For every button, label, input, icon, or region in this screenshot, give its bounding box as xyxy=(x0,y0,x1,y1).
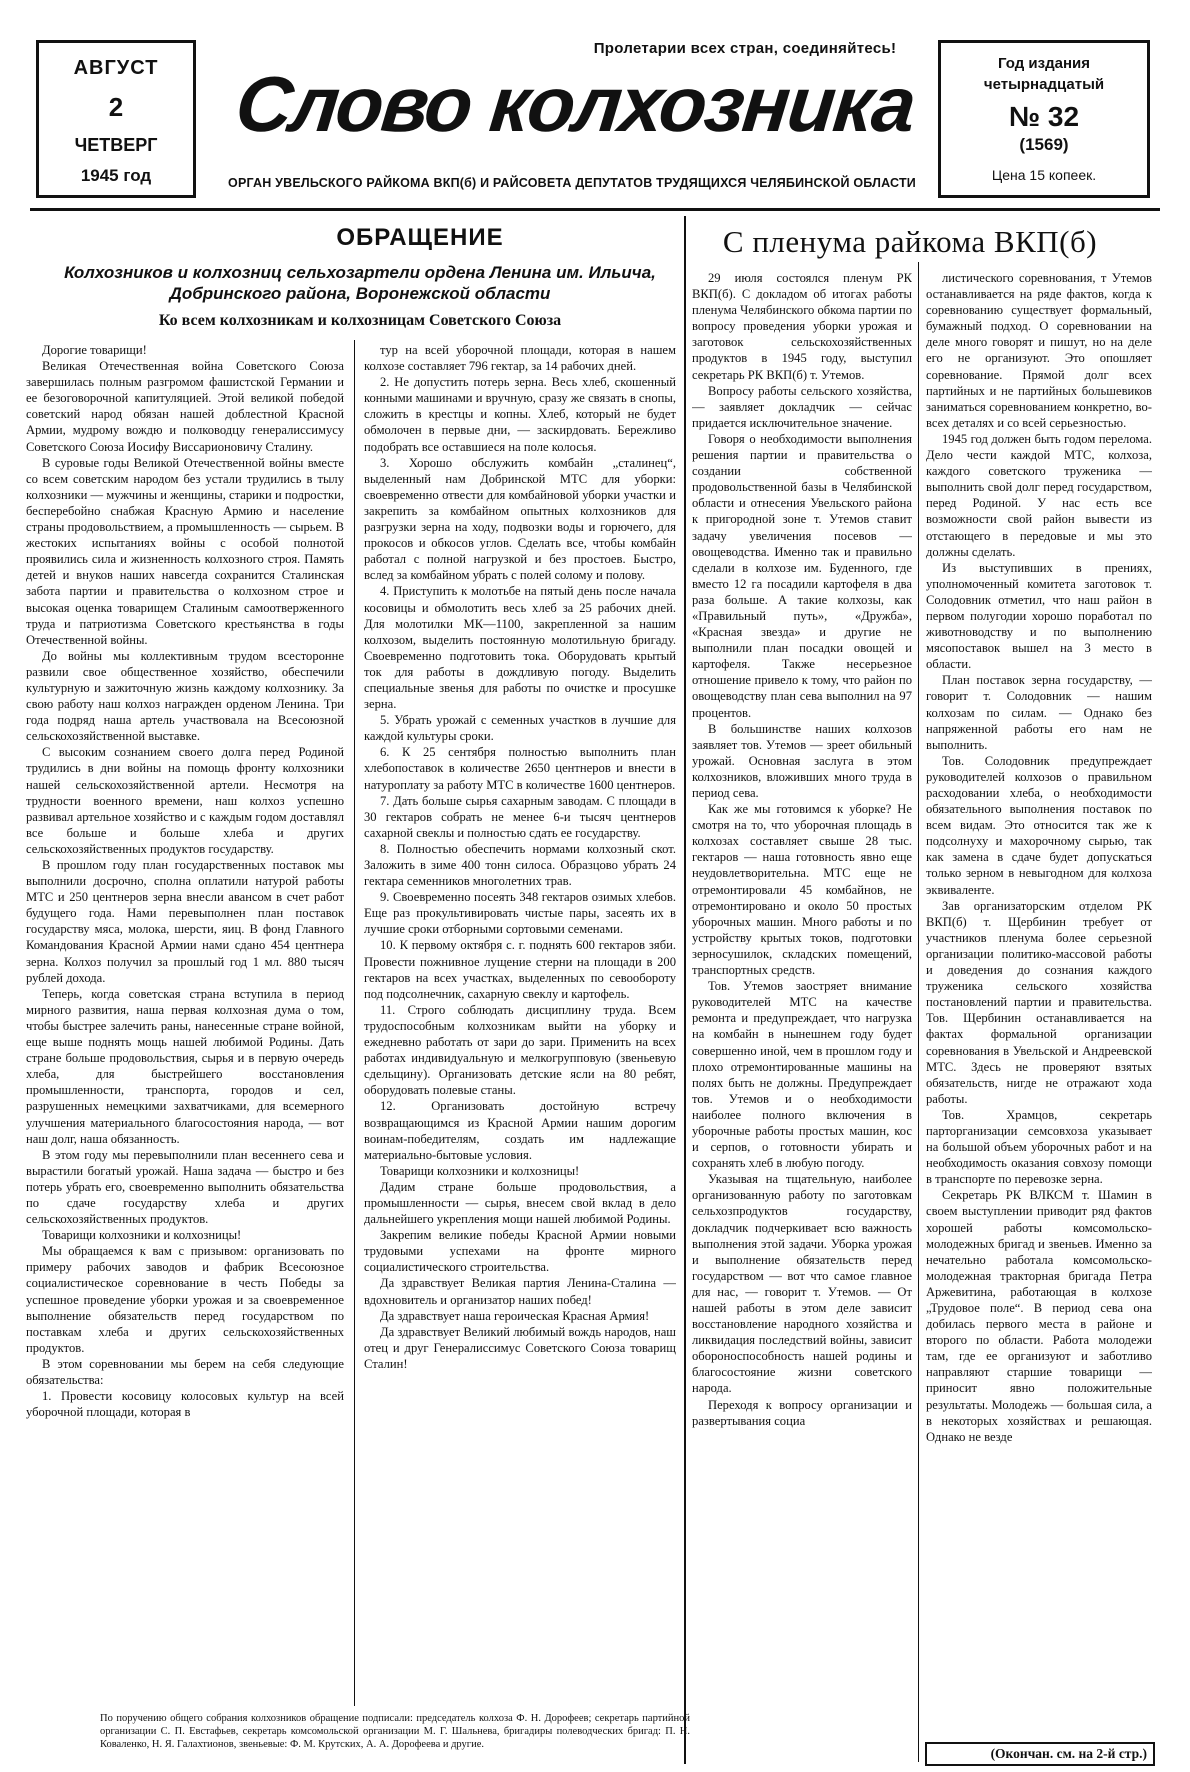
paragraph: Вопросу работы сельского хозяйства, — заявляет докладчик — сейчас придается исключительное значение. xyxy=(692,383,912,430)
paragraph: Из выступивших в прениях, уполномоченный комитета заготовок т. Солодовник отметил, что наш район в первом полугодии хорошо поработал по животноводству и по выполнению мясопоставок вышел на 3 место в области. xyxy=(926,560,1152,672)
date-year: 1945 год xyxy=(80,166,152,185)
plenum-column-1 xyxy=(692,270,912,1740)
paragraph: Дорогие товарищи! xyxy=(42,343,147,357)
paragraph: Говоря о необходимости выполнения решения партии и правительства о создании собственной продовольственной базы в Челябинской области и отнесения Увельского района к пригородной зоне т. Утемов ставит задачу увеличения посевов — овощеводства. Именно так и правильно сделали в колхозе им. Буденного, где вместо 12 га посадили картофеля в два раза больше. А такие колхозы, как «Правильный путь», «Дружба», «Красная звезда» и другие не выполнили план посадки овощей и картофеля. Также несерьезное отношение привело к тому, что район по овощеводству план сева выполнил на 97 процентов. xyxy=(692,431,912,720)
paragraph: Да здравствует наша героическая Красная Армия! xyxy=(380,1308,650,1323)
paragraph: 4. Приступить к молотьбе на пятый день после начала косовицы и обмолотить весь хлеб за 25 рабочих дней. Для молотилки МК—1100, закрепленной за нашим колхозом, выделить постоянную молотильную бригаду. Своевременно подготовить тока. Оборудовать крытый ток для работы в дождливую погоду. Выделить специальные звенья для работы по очистке и просушке зерна. xyxy=(364,584,676,712)
appeal-column-1 xyxy=(26,342,344,1706)
paragraph: листического соревнования, т Утемов останавливается на ряде фактов, когда к соревнованию существует формальный, бумажный подход. О соревновании на деле много говорят и пишут, но на деле его не организуют. Это опошляет соревнование. Прямой долг всех партийных и не партийных большевиков заниматься соревнованием конкретно, во-всех деталях и со всей серьезностью. xyxy=(926,271,1152,430)
paragraph: 9. Своевременно посеять 348 гектаров озимых хлебов. Еще раз прокультивировать чистые пары, засеять их в лучшие сроки отборными сортовыми семенами. xyxy=(364,890,676,937)
appeal-subheading: Колхозников и колхозниц сельхозартели ордена Ленина им. Ильича, Добринского района, Воронежской области xyxy=(64,263,656,304)
paragraph: До войны мы коллективным трудом всесторонне развили свое общественное хозяйство, обеспечили культурную и зажиточную жизнь каждому колхознику. За свою работу наш колхоз награжден орденом Ленина. Три года подряд наша артель участвовала на Всесоюзной сельскохозяйственной выставке. xyxy=(26,648,344,744)
paragraph: Товарищи колхозники и колхозницы! xyxy=(380,1163,580,1178)
paragraph: Как же мы готовимся к уборке? Не смотря на то, что уборочная площадь в колхозах составляет свыше 28 тыс. гектаров — наша готовность явно еще неудовлетворительна. МТС еще не отремонтировали 45 комбайнов, не отремонтировано и около 50 простых уборочных машин. Много работы и по устройству крытых токов, подготовки зерносушилок, складских помещений, транспортных средств. xyxy=(692,802,912,978)
appeal-column-2 xyxy=(364,342,676,1706)
paragraph: Закрепим великие победы Красной Армии новыми трудовыми успехами на фронте мирного социалистического строительства. xyxy=(364,1228,676,1275)
appeal-addressee: Ко всем колхозникам и колхозницам Советского Союза xyxy=(158,312,562,329)
paragraph: Тов. Храмцов, секретарь парторганизации семсовхоза указывает на большой объем уборочных работ и на необходимость оказания совхозу помощи в транспорте по перевозке зерна. xyxy=(926,1107,1152,1187)
column-divider xyxy=(918,262,919,1762)
paragraph: В этом соревновании мы берем на себя следующие обязательства: xyxy=(26,1356,344,1387)
plenum-column-2 xyxy=(926,270,1152,1736)
paragraph: В этом году мы перевыполнили план весеннего сева и вырастили богатый урожай. Наша задача — быстро и без потерь убрать его, своевременно выполнить обязательства по сдаче государству хлеба и других сельскохозяйственных продуктов. xyxy=(26,1147,344,1227)
paragraph: 12. Организовать достойную встречу возвращающимся из Красной Армии нашим дорогим воинам-победителям, создать им надлежащие материально-бытовые условия. xyxy=(364,1099,676,1162)
newspaper-subtitle: ОРГАН УВЕЛЬСКОГО РАЙКОМА ВКП(б) И РАЙСОВЕТА ДЕПУТАТОВ ТРУДЯЩИХСЯ ЧЕЛЯБИНСКОЙ ОБЛАСТИ xyxy=(228,176,916,190)
paragraph: 11. Строго соблюдать дисциплину труда. Всем трудоспособным колхозникам выйти на уборку и ежедневно работать от зари до зари. Применить на всех работах индивидуальную и мелкогрупповую (звеньевую сдельщину). Организовать детские ясли на 80 ребят, оборудовать полевые станы. xyxy=(364,1002,676,1098)
paragraph: Да здравствует Великая партия Ленина-Сталина — вдохновитель и организатор наших побед! xyxy=(364,1276,676,1307)
paragraph: 1. Провести косовицу колосовых культур на всей уборочной площади, которая в xyxy=(26,1389,344,1420)
paragraph: Дадим стране больше продовольствия, а промышленности — сырья, внесем свой вклад в дело дальнейшего укрепления мощи нашей любимой Родины. xyxy=(364,1179,676,1227)
issue-box xyxy=(938,40,1150,198)
paragraph: 3. Хорошо обслужить комбайн „сталинец“, выделенный нам Добринской МТС для уборки: своевременно отвести для комбайновой уборки участки и закрепить за комбайном опытных колхозников для разгрузки зерна на ходу, подвозки воды и горючего, для прокосов и обкосов углов. Сделать все, чтобы комбайн работал с полной нагрузкой и без простоев. Быстро, вслед за комбайном убрать с полей солому и полову. xyxy=(364,455,676,583)
issue-number: № 32 xyxy=(1008,101,1080,132)
paragraph: 6. К 25 сентября полностью выполнить план хлебопоставок в количестве 2650 центнеров и внести в натуроплату за работу МТС в количестве 1600 центнеров. xyxy=(364,745,676,792)
paragraph: 1945 год должен быть годом перелома. Дело чести каждой МТС, колхоза, каждого советского труженика — выполнить свой долг перед государством, перед Родиной. У нас есть все возможности свой район вывести из отстающего в передовые и мы это должны сделать. xyxy=(926,431,1152,559)
paragraph: Теперь, когда советская страна вступила в период мирного развития, наша первая колхозная дума о том, чтобы быстрее залечить раны, нанесенные стране войной, еще выше поднять мощь нашей любимой Родины. Дать стране больше продовольствия, сырья и в первую очередь хлеба, для быстрейшего восстановления промышленности, транспорта, городов и сел, разрушенных немецкими захватчиками, для всемерного улучшения материального благосостояния народа, — вот наш долг, наша обязанность. xyxy=(26,986,344,1146)
year-label: Год издания xyxy=(998,55,1090,72)
paragraph: План поставок зерна государству, — говорит т. Солодовник — нашим колхозам по силам. — Однако без напряженной работы его нам не выполнить. xyxy=(926,673,1152,752)
paragraph: Переходя к вопросу организации и развертывания социа xyxy=(692,1397,912,1428)
paragraph: Зав организаторским отделом РК ВКП(б) т. Щербинин требует от участников пленума более серьезной организации политико-массовой работы и доведения до сознания каждого труженика сельского хозяйства постановлений партии и правительства. Тов. Щербинин останавливается на фактах формальной организации соревнования в Увельской и Андреевской МТС. Здесь не проверяют взятых обязательств, нигде не отражают хода работы. xyxy=(926,898,1152,1106)
paragraph: Великая Отечественная война Советского Союза завершилась полным разгромом фашистской Германии и ее безоговорочной капитуляцией. Этой великой победой советский народ обязан нашей доблестной Красной Армии, мудрому вождю и полководцу генералиссимусу Советского Союза Иосифу Виссарионовичу Сталину. xyxy=(26,359,344,454)
paragraph: 5. Убрать урожай с семенных участков в лучшие для каждой культуры сроки. xyxy=(364,713,676,744)
paragraph: 7. Дать больше сырья сахарным заводам. С площади в 30 гектаров собрать не менее 6-и тысяч центнеров сахарной свеклы и полностью сдать ее государству. xyxy=(364,793,676,840)
paragraph: Секретарь РК ВЛКСМ т. Шамин в своем выступлении приводит ряд фактов хорошей работы комсомольско-молодежных бригад и звеньев. Именно за нечательно работала комсомольско-молодежная тракторная бригада Петра Аржевитина, работающая в колхозе „Трудовое поле“. В период сева она добилась первого места в районе и второго по области. Работа молодежи там, где ее организуют и заботливо направляют старшие товарищи — приносит явно положительные результаты. Молодежь — большая сила, а в некоторых хозяйствах и решающая. Однако не везде xyxy=(926,1188,1152,1444)
paragraph: 29 июля состоялся пленум РК ВКП(б). С докладом об итогах работы пленума Челябинского обкома партии по вопросу проведения уборки урожая и заготовок сельскохозяйственных продуктов в 1945 году, выступил секретарь РК ВКП(б) т. Утемов. xyxy=(692,271,912,382)
continued-note: (Окончан. см. на 2-й стр.) xyxy=(925,1742,1155,1766)
paragraph: С высоким сознанием своего долга перед Родиной трудились в дни войны на помощь фронту колхозники нашей сельскохозяйственной артели. Несмотря на трудности военного времени, наш колхоз успешно развивал артельное хозяйство и с каждым годом доставлял все больше и больше хлеба и других сельскохозяйственных продуктов государству. xyxy=(26,745,344,856)
appeal-signers: По поручению общего собрания колхозников обращение подписали: председатель колхоза Ф. Н. Дорофеев; секретарь партийной организации С. П. Евстафьев, секретарь комсомольской организации М. Г. Шальнева, бригадиры полеводческих бригад: П. Н. Коваленко, Н. Я. Галахтионов, звеньевые: Ф. М. Крутских, А. А. Дорофеева и другие. xyxy=(100,1713,690,1750)
year-ordinal: четырнадцатый xyxy=(983,76,1105,93)
plenum-heading: С пленума райкома ВКП(б) xyxy=(722,224,1098,259)
date-day: 2 xyxy=(108,92,124,122)
paragraph: В большинстве наших колхозов заявляет тов. Утемов — зреет обильный урожай. Основная заслуга в этом колхозников, вложивших много труда в период сева. xyxy=(692,721,912,800)
appeal-heading: ОБРАЩЕНИЕ xyxy=(336,224,504,251)
issue-price: Цена 15 копеек. xyxy=(991,167,1097,183)
newspaper-title: Слово колхозника xyxy=(231,60,919,148)
date-weekday: ЧЕТВЕРГ xyxy=(74,135,158,155)
paragraph: Тов. Солодовник предупреждает руководителей колхозов о правильном расходовании хлеба, о необходимости обязательного выполнения поставок по всем видам. Это относится так же к подсолнуху и махорочному сырью, так как замена в сдаче будет допускаться только зерном в невыгодном для колхоза эквиваленте. xyxy=(926,753,1152,897)
paragraph: 10. К первому октября с. г. поднять 600 гектаров зяби. Провести пожнивное лущение стерни на площади в 200 гектаров на всех участках, выделенных по севообороту под подсолнечник, сахарную свеклу и картофель. xyxy=(364,938,676,1001)
issue-total: (1569) xyxy=(1019,135,1069,154)
column-divider xyxy=(684,216,686,1764)
paragraph: В суровые годы Великой Отечественной войны вместе со всем советским народом без устали трудились в тылу колхозники — мужчины и женщины, старики и подростки, бесперебойно снабжая Красную Армию и население страны продовольствием, а промышленность — сырьем. В жестоких испытаниях войны с особой полнотой проявились сила и жизненность колхозного строя. Память детей и внуков наших навсегда сохранится Сталинская забота партии и правительства о колхозном строе и высокая оценка товарищем Сталиным самоотверженного труда и патриотизма Советского крестьянства в годы Отечественной войны. xyxy=(26,455,344,647)
slogan: Пролетарии всех стран, соединяйтесь! xyxy=(593,40,897,57)
paragraph: 8. Полностью обеспечить нормами колхозный скот. Заложить в зиме 400 тонн силоса. Образцово убрать 24 гектара семенников многолетних трав. xyxy=(364,841,676,889)
paragraph: Товарищи колхозники и колхозницы! xyxy=(42,1228,242,1243)
paragraph: Да здравствует Великий любимый вождь народов, наш отец и друг Генералиссимус Советского Союза товарищ Сталин! xyxy=(364,1324,676,1371)
masthead-rule xyxy=(30,208,1160,211)
paragraph: Мы обращаемся к вам с призывом: организовать по примеру рабочих заводов и фабрик Всесоюзное социалистическое соревнование в честь Победы за успешное проведение уборки урожая и за своевременное выполнение обязательств перед государством по поставкам хлеба и других сельскохозяйственных продуктов. xyxy=(26,1244,344,1355)
date-month: АВГУСТ xyxy=(73,57,159,79)
paragraph: тур на всей уборочной площади, которая в нашем колхозе составляет 796 гектар, за 14 рабочих дней. xyxy=(364,343,676,374)
date-box xyxy=(36,40,196,198)
paragraph: Тов. Утемов заостряет внимание руководителей МТС на качестве ремонта и предупреждает, что нагрузка на комбайн в нынешнем году будет совершенно иной, чем в прошлом году и плохо отремонтированные машины на полях быть не должны. Предупреждает тов. Утемов и о необходимости наиболее полного включения в уборочные работы простых машин, кос и серпов, о готовности убирать и сохранять хлеб в любую погоду. xyxy=(692,979,912,1171)
paragraph: В прошлом году план государственных поставок мы выполнили досрочно, сполна оплатили натурой работы МТС и 250 центнеров зерна внесли авансом в счет работ будущего года. Нами перевыполнен план поставок государству мяса, молока, шерсти, яиц. В фонд Главного Командования Красной Армии нами сдано 454 центнера зерна. Колхоз получил за прошлый год 1 мл. 880 тысяч рублей дохода. xyxy=(26,858,344,985)
paragraph: 2. Не допустить потерь зерна. Весь хлеб, скошенный конными машинами и вручную, сразу же связать в снопы, сложить в крестцы и копны. Хлеб, который не будет обмолочен в первые дни, — заскирдовать. Бережливо подобрать все оставшиеся на поле колосья. xyxy=(364,375,676,454)
paragraph: Указывая на тщательную, наиболее организованную работу по заготовкам сельхозпродуктов государству, докладчик подчеркивает всю важность выполнения этой задачи. Уборка урожая и выполнение обязательств перед государством — вот что самое главное для нас, — говорит т. Утемов. — От нашей работы в этом деле зависит восстановление народного хозяйства и ликвидация последствий войны, зависит обороноспособность нашей родины и благосостояние жизни советского народа. xyxy=(692,1172,912,1396)
column-divider xyxy=(354,340,355,1706)
